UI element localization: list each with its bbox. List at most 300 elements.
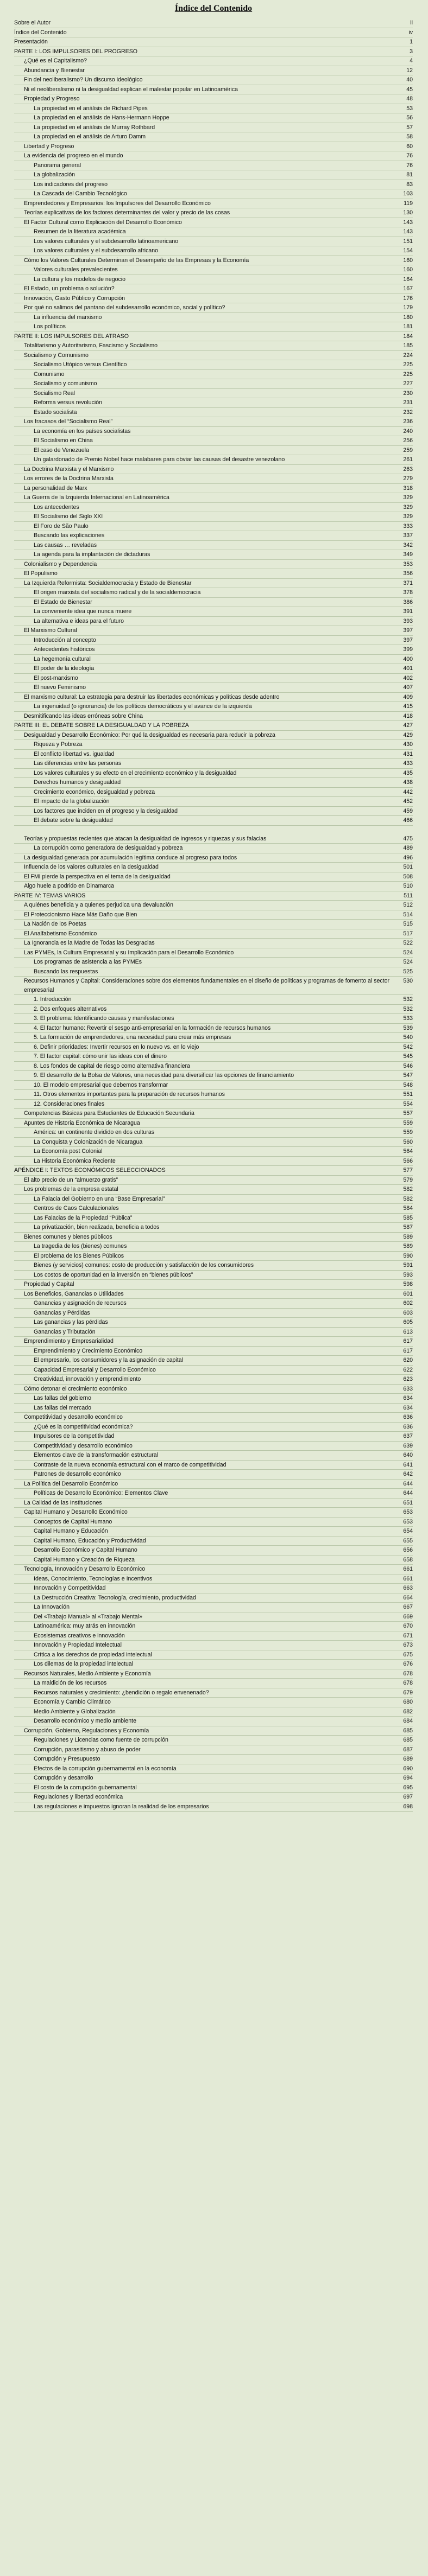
toc-entry[interactable] <box>14 645 413 655</box>
toc-entry[interactable] <box>14 1328 413 1337</box>
toc-entry-page: 143 <box>403 219 413 226</box>
toc-entry[interactable] <box>14 1404 413 1413</box>
toc-entry-page: 566 <box>403 1157 413 1164</box>
toc-entry[interactable] <box>14 1755 413 1764</box>
toc-entry[interactable] <box>14 1584 413 1593</box>
toc-entry-title: La hegemonía cultural <box>34 655 91 662</box>
toc-entry[interactable] <box>14 1176 413 1185</box>
toc-entry[interactable] <box>14 113 413 123</box>
toc-entry[interactable] <box>14 1166 413 1176</box>
toc-entry-title: Teorías y propuestas recientes que atacan la desigualdad de ingresos y riquezas y sus falacias <box>24 835 267 842</box>
toc-entry[interactable] <box>14 303 413 313</box>
toc-entry[interactable] <box>14 522 413 532</box>
toc-entry-title: El Populismo <box>24 570 58 577</box>
toc-entry-title: Competitividad y desarrollo económico <box>34 1442 133 1449</box>
toc-entry-title: Reforma versus revolución <box>34 399 102 406</box>
toc-entry-title: La Destrucción Creativa: Tecnología, crecimiento, productividad <box>34 1594 196 1601</box>
toc-entry[interactable] <box>14 1470 413 1480</box>
toc-entry[interactable] <box>14 588 413 598</box>
toc-entry-title: El Socialismo en China <box>34 437 93 444</box>
toc-entry-page: 636 <box>403 1414 413 1420</box>
toc-entry[interactable] <box>14 920 413 929</box>
toc-entry[interactable] <box>14 75 413 85</box>
toc-entry[interactable] <box>14 1005 413 1015</box>
toc-entry[interactable] <box>14 1603 413 1612</box>
toc-entry[interactable] <box>14 958 413 967</box>
toc-entry-title: Competencias Básicas para Estudiantes de Educación Secundaria <box>24 1110 194 1117</box>
toc-entry[interactable] <box>14 636 413 646</box>
toc-entry[interactable] <box>14 807 413 817</box>
toc-entry[interactable] <box>14 1451 413 1461</box>
toc-entry[interactable] <box>14 417 413 427</box>
toc-entry[interactable] <box>14 1736 413 1745</box>
toc-entry[interactable] <box>14 1318 413 1328</box>
toc-entry[interactable] <box>14 1774 413 1783</box>
toc-entry-page: 637 <box>403 1433 413 1439</box>
toc-entry[interactable] <box>14 1242 413 1252</box>
toc-entry-title: La Cascada del Cambio Tecnológico <box>34 190 127 197</box>
toc-entry[interactable] <box>14 227 413 237</box>
toc-entry-title: La Conquista y Colonización de Nicaragua <box>34 1138 143 1145</box>
toc-entry-page: 459 <box>403 807 413 814</box>
toc-entry-title: El impacto de la globalización <box>34 798 110 805</box>
toc-entry[interactable] <box>14 1052 413 1062</box>
toc-entry-title: Las fallas del mercado <box>34 1404 91 1411</box>
toc-entry[interactable] <box>14 180 413 190</box>
toc-entry-page: 438 <box>403 779 413 786</box>
toc-entry[interactable] <box>14 1109 413 1119</box>
toc-entry-title: Crítica a los derechos de propiedad intelectual <box>34 1651 152 1658</box>
toc-entry[interactable] <box>14 436 413 446</box>
toc-entry-page: 160 <box>403 266 413 273</box>
toc-entry-title: APÉNDICE I: TEXTOS ECONÓMICOS SELECCIONADOS <box>14 1167 166 1174</box>
toc-entry[interactable] <box>14 1745 413 1755</box>
toc-entry-title: Corrupción y desarrollo <box>34 1775 93 1781</box>
toc-entry-title: Regulaciones y libertad económica <box>34 1794 123 1800</box>
toc-entry[interactable] <box>14 1081 413 1091</box>
toc-entry[interactable] <box>14 1641 413 1650</box>
toc-entry-page: 524 <box>403 959 413 965</box>
toc-entry[interactable] <box>14 1802 413 1812</box>
toc-entry-page: 684 <box>403 1718 413 1724</box>
toc-entry-page: 524 <box>403 949 413 956</box>
toc-entry[interactable] <box>14 493 413 503</box>
toc-entry-title: Por qué no salimos del pantano del subdesarrollo económico, social y político? <box>24 304 225 311</box>
toc-entry-page: 515 <box>403 921 413 927</box>
toc-entry-page: 342 <box>403 541 413 549</box>
toc-entry[interactable] <box>14 1033 413 1043</box>
toc-entry[interactable] <box>14 1280 413 1290</box>
toc-entry-title: Recursos Naturales, Medio Ambiente y Economía <box>24 1670 151 1677</box>
toc-entry[interactable] <box>14 1261 413 1271</box>
toc-entry[interactable] <box>14 579 413 589</box>
toc-entry-page: 329 <box>403 513 413 520</box>
toc-entry-title: 10. El modelo empresarial que debemos transformar <box>34 1081 168 1088</box>
toc-entry-title: El FMI pierde la perspectiva en el tema de la desigualdad <box>24 873 171 880</box>
toc-entry[interactable] <box>14 1555 413 1565</box>
toc-entry[interactable] <box>14 1157 413 1166</box>
toc-entry-page: 540 <box>403 1034 413 1041</box>
toc-entry-title: Valores culturales prevalecientes <box>34 266 118 273</box>
toc-entry-page: 40 <box>406 76 413 83</box>
toc-entry[interactable] <box>14 1356 413 1366</box>
toc-entry[interactable] <box>14 1090 413 1100</box>
toc-entry[interactable] <box>14 1024 413 1034</box>
toc-entry[interactable] <box>14 560 413 570</box>
toc-entry[interactable] <box>14 788 413 798</box>
toc-entry-page: 418 <box>403 712 413 719</box>
toc-entry-page: 427 <box>403 722 413 729</box>
toc-entry[interactable] <box>14 512 413 522</box>
toc-entry[interactable] <box>14 721 413 731</box>
toc-entry[interactable] <box>14 1385 413 1394</box>
toc-entry[interactable] <box>14 1508 413 1517</box>
toc-entry-title: 1. Introducción <box>34 996 72 1003</box>
toc-entry-title: 11. Otros elementos importantes para la preparación de recursos humanos <box>34 1091 225 1098</box>
toc-entry[interactable] <box>14 313 413 323</box>
toc-entry-title: La conveniente idea que nunca muere <box>34 608 132 615</box>
toc-entry[interactable] <box>14 816 413 826</box>
toc-entry[interactable] <box>14 379 413 389</box>
toc-entry[interactable] <box>14 199 413 209</box>
toc-entry[interactable] <box>14 1593 413 1603</box>
toc-entry-title: La globalización <box>34 171 75 178</box>
toc-entry[interactable] <box>14 256 413 266</box>
toc-entry[interactable] <box>14 1688 413 1698</box>
toc-entry-page: 397 <box>403 627 413 634</box>
toc-entry-page: 1 <box>410 39 413 45</box>
toc-entry-page: 655 <box>403 1537 413 1544</box>
toc-entry-title: Impulsores de la competitividad <box>34 1433 115 1439</box>
toc-entry-title: Propiedad y Capital <box>24 1281 74 1287</box>
toc-entry[interactable] <box>14 1138 413 1147</box>
toc-entry-title: Comunismo <box>34 371 65 378</box>
toc-entry[interactable] <box>14 151 413 161</box>
toc-entry-title: Cómo detonar el crecimiento económico <box>24 1385 127 1392</box>
toc-entry-title: La alternativa e ideas para el futuro <box>34 617 124 624</box>
toc-entry-title: La propiedad en el análisis de Arturo Damm <box>34 133 146 140</box>
toc-entry-title: Apuntes de Historia Económica de Nicaragua <box>24 1119 140 1126</box>
toc-entry[interactable] <box>14 360 413 370</box>
toc-entry[interactable] <box>14 170 413 180</box>
toc-entry-title: Las diferencias entre las personas <box>34 760 122 767</box>
toc-entry[interactable] <box>14 474 413 484</box>
toc-entry[interactable] <box>14 28 413 38</box>
toc-entry-page: 496 <box>403 854 413 861</box>
toc-entry-title: Las PYMEs, la Cultura Empresarial y su Implicación para el Desarrollo Económico <box>24 949 234 956</box>
toc-entry[interactable] <box>14 1442 413 1451</box>
toc-entry-title: Recursos naturales y crecimiento: ¿bendición o regalo envenenado? <box>34 1689 209 1696</box>
toc-entry[interactable] <box>14 1062 413 1072</box>
toc-entry-title: El Estado de Bienestar <box>34 598 92 605</box>
toc-entry-title: La propiedad en el análisis de Hans-Hermann Hoppe <box>34 114 169 121</box>
toc-entry[interactable] <box>14 1480 413 1489</box>
toc-entry[interactable] <box>14 617 413 627</box>
toc-entry-title: Efectos de la corrupción gubernamental en la economía <box>34 1765 177 1772</box>
toc-entry[interactable] <box>14 1536 413 1546</box>
toc-entry[interactable] <box>14 341 413 351</box>
toc-entry-page: 415 <box>403 703 413 710</box>
toc-entry[interactable] <box>14 1783 413 1793</box>
toc-entry[interactable] <box>14 740 413 750</box>
toc-entry[interactable] <box>14 1574 413 1584</box>
toc-entry[interactable] <box>14 683 413 693</box>
toc-entry-page: 232 <box>403 409 413 416</box>
toc-entry-page: 378 <box>403 589 413 596</box>
toc-entry[interactable] <box>14 1461 413 1470</box>
toc-entry[interactable] <box>14 664 413 674</box>
toc-entry[interactable] <box>14 769 413 779</box>
toc-entry-page: 559 <box>403 1129 413 1136</box>
toc-entry[interactable] <box>14 142 413 152</box>
toc-entry[interactable] <box>14 1128 413 1138</box>
toc-entry-page: 682 <box>403 1708 413 1715</box>
toc-entry[interactable] <box>14 37 413 47</box>
toc-entry[interactable] <box>14 872 413 882</box>
toc-entry-title: Emprendimiento y Crecimiento Económico <box>34 1347 143 1354</box>
toc-entry[interactable] <box>14 1233 413 1242</box>
toc-entry[interactable] <box>14 1214 413 1223</box>
toc-entry[interactable] <box>14 929 413 939</box>
toc-entry[interactable] <box>14 1347 413 1356</box>
toc-entry[interactable] <box>14 1612 413 1622</box>
toc-entry[interactable] <box>14 161 413 171</box>
toc-entry[interactable] <box>14 389 413 399</box>
toc-entry[interactable] <box>14 1546 413 1555</box>
toc-entry-page: 261 <box>403 456 413 463</box>
toc-entry[interactable] <box>14 702 413 712</box>
toc-entry[interactable] <box>14 1631 413 1641</box>
toc-entry[interactable] <box>14 1432 413 1442</box>
toc-entry[interactable] <box>14 1394 413 1404</box>
toc-entry[interactable] <box>14 94 413 104</box>
toc-entry-page: 653 <box>403 1518 413 1525</box>
toc-entry-page: 623 <box>403 1376 413 1382</box>
toc-entry-title: Capital Humano, Educación y Productividad <box>34 1537 146 1544</box>
toc-entry[interactable] <box>14 18 413 28</box>
toc-entry-page: 512 <box>403 902 413 908</box>
toc-entry-page: 45 <box>406 86 413 93</box>
toc-entry-title: Crecimiento económico, desigualdad y pobreza <box>34 788 155 795</box>
toc-entry[interactable] <box>14 398 413 408</box>
toc-entry-page: 337 <box>403 532 413 539</box>
toc-entry[interactable] <box>14 853 413 863</box>
toc-entry[interactable] <box>14 427 413 437</box>
toc-entry[interactable] <box>14 834 413 844</box>
toc-entry-page: 554 <box>403 1100 413 1107</box>
toc-entry-title: La Economía post Colonial <box>34 1148 103 1155</box>
toc-entry-title: PARTE II: LOS IMPULSORES DEL ATRASO <box>14 333 129 340</box>
toc-entry-title: Tecnología, Innovación y Desarrollo Económico <box>24 1566 146 1572</box>
toc-entry[interactable] <box>14 132 413 142</box>
toc-entry-page: 489 <box>403 845 413 851</box>
toc-entry-page: 391 <box>403 608 413 615</box>
toc-entry-page: 329 <box>403 494 413 501</box>
toc-entry[interactable] <box>14 759 413 769</box>
toc-entry-title: El caso de Venezuela <box>34 447 89 454</box>
toc-entry-page: 680 <box>403 1699 413 1705</box>
toc-entry-page: 231 <box>403 399 413 406</box>
toc-entry[interactable] <box>14 275 413 285</box>
toc-entry[interactable] <box>14 910 413 920</box>
toc-entry-page: 587 <box>403 1224 413 1230</box>
toc-entry-page: 236 <box>403 418 413 425</box>
toc-entry[interactable] <box>14 284 413 294</box>
toc-entry[interactable] <box>14 1698 413 1707</box>
toc-entry[interactable] <box>14 1195 413 1204</box>
toc-entry[interactable] <box>14 189 413 199</box>
toc-entry[interactable] <box>14 1517 413 1527</box>
toc-entry-title: Buscando las respuestas <box>34 968 98 975</box>
toc-entry[interactable] <box>14 1119 413 1128</box>
toc-entry[interactable] <box>14 882 413 891</box>
toc-entry[interactable] <box>14 246 413 256</box>
toc-entry[interactable] <box>14 693 413 703</box>
toc-entry[interactable] <box>14 1707 413 1717</box>
toc-entry[interactable] <box>14 531 413 541</box>
toc-entry[interactable] <box>14 750 413 760</box>
toc-entry[interactable] <box>14 1726 413 1736</box>
toc-entry[interactable] <box>14 891 413 901</box>
toc-entry[interactable] <box>14 237 413 247</box>
toc-entry[interactable] <box>14 56 413 66</box>
toc-entry[interactable] <box>14 1527 413 1536</box>
toc-entry-page: 12 <box>406 67 413 74</box>
toc-entry[interactable] <box>14 1793 413 1802</box>
toc-entry[interactable] <box>14 1290 413 1299</box>
toc-entry[interactable] <box>14 1669 413 1679</box>
toc-entry[interactable] <box>14 123 413 133</box>
toc-entry-page: 602 <box>403 1300 413 1306</box>
toc-entry[interactable] <box>14 1043 413 1053</box>
toc-entry[interactable] <box>14 1499 413 1508</box>
toc-entry[interactable] <box>14 939 413 948</box>
toc-entry[interactable] <box>14 1489 413 1499</box>
toc-entry-page: 240 <box>403 428 413 435</box>
toc-entry[interactable] <box>14 1014 413 1024</box>
toc-entry-page: 644 <box>403 1480 413 1487</box>
toc-entry[interactable] <box>14 1764 413 1774</box>
toc-entry[interactable] <box>14 948 413 958</box>
toc-entry-page: 333 <box>403 522 413 530</box>
toc-entry[interactable] <box>14 1337 413 1347</box>
toc-entry-page: 56 <box>406 114 413 121</box>
toc-entry[interactable] <box>14 408 413 418</box>
toc-entry[interactable] <box>14 1423 413 1432</box>
toc-entry[interactable] <box>14 1375 413 1385</box>
toc-entry-page: iv <box>408 29 413 36</box>
toc-entry[interactable] <box>14 47 413 57</box>
toc-entry[interactable] <box>14 1071 413 1081</box>
toc-entry[interactable] <box>14 1679 413 1688</box>
toc-entry[interactable] <box>14 598 413 608</box>
toc-entry[interactable] <box>14 322 413 332</box>
toc-entry[interactable] <box>14 104 413 114</box>
toc-entry[interactable] <box>14 85 413 95</box>
toc-entry[interactable] <box>14 541 413 551</box>
toc-entry[interactable] <box>14 607 413 617</box>
toc-entry[interactable] <box>14 1147 413 1157</box>
toc-entry[interactable] <box>14 1366 413 1375</box>
toc-entry[interactable] <box>14 797 413 807</box>
toc-entry[interactable] <box>14 1204 413 1214</box>
toc-entry[interactable] <box>14 674 413 684</box>
toc-entry[interactable] <box>14 967 413 977</box>
toc-entry-title: La Falacia del Gobierno en una “Base Empresarial” <box>34 1195 165 1202</box>
toc-entry[interactable] <box>14 1309 413 1318</box>
toc-entry[interactable] <box>14 1660 413 1669</box>
toc-entry[interactable] <box>14 465 413 475</box>
toc-entry-page: 4 <box>410 58 413 64</box>
toc-entry[interactable] <box>14 1622 413 1631</box>
toc-entry[interactable] <box>14 863 413 872</box>
toc-entry-page: 58 <box>406 133 413 140</box>
toc-entry[interactable] <box>14 1252 413 1261</box>
toc-entry[interactable] <box>14 1185 413 1195</box>
toc-entry[interactable] <box>14 503 413 513</box>
toc-entry[interactable] <box>14 484 413 494</box>
toc-entry-title: Socialismo y Comunismo <box>24 352 89 359</box>
toc-entry[interactable] <box>14 1100 413 1110</box>
toc-entry-page: 532 <box>403 996 413 1003</box>
toc-entry[interactable] <box>14 655 413 665</box>
toc-entry-page: 318 <box>403 484 413 492</box>
toc-entry-title: Influencia de los valores culturales en la desigualdad <box>24 864 159 870</box>
toc-entry-page: 53 <box>406 105 413 112</box>
toc-entry[interactable] <box>14 455 413 465</box>
toc-entry[interactable] <box>14 901 413 910</box>
toc-entry-page: 577 <box>403 1167 413 1174</box>
toc-entry[interactable] <box>14 446 413 456</box>
toc-entry[interactable] <box>14 550 413 560</box>
toc-entry[interactable] <box>14 1565 413 1574</box>
toc-entry[interactable] <box>14 995 413 1005</box>
toc-entry[interactable] <box>14 332 413 342</box>
toc-entry-page: 590 <box>403 1252 413 1259</box>
toc-entry-title: Bienes (y servicios) comunes: costo de producción y satisfacción de los consumidores <box>34 1262 254 1268</box>
toc-entry-title: El marxismo cultural: La estrategia para destruir las libertades económicas y políticas desde adentro <box>24 693 280 700</box>
toc-entry[interactable] <box>14 778 413 788</box>
toc-entry[interactable] <box>14 1413 413 1423</box>
toc-entry[interactable] <box>14 977 413 995</box>
toc-entry[interactable] <box>14 1717 413 1726</box>
toc-entry[interactable] <box>14 626 413 636</box>
toc-entry-title: Los problemas de la empresa estatal <box>24 1186 118 1193</box>
toc-entry-title: Algo huele a podrido en Dinamarca <box>24 883 115 889</box>
toc-entry[interactable] <box>14 370 413 380</box>
toc-entry[interactable] <box>14 294 413 304</box>
toc-entry[interactable] <box>14 712 413 722</box>
toc-entry-page: 542 <box>403 1043 413 1050</box>
toc-entry[interactable] <box>14 265 413 275</box>
toc-entry-title: Patrones de desarrollo económico <box>34 1471 121 1477</box>
toc-entry[interactable] <box>14 844 413 853</box>
toc-entry-page: 48 <box>406 95 413 102</box>
toc-entry-title: La tragedia de los (bienes) comunes <box>34 1243 127 1249</box>
toc-entry[interactable] <box>14 208 413 218</box>
toc-entry[interactable] <box>14 1223 413 1233</box>
toc-entry[interactable] <box>14 569 413 579</box>
toc-entry-page: 622 <box>403 1366 413 1373</box>
toc-entry[interactable] <box>14 1299 413 1309</box>
toc-entry[interactable] <box>14 218 413 228</box>
toc-entry[interactable] <box>14 731 413 741</box>
toc-entry[interactable] <box>14 1650 413 1660</box>
toc-entry-title: Las regulaciones e impuestos ignoran la realidad de los empresarios <box>34 1803 209 1810</box>
toc-entry[interactable] <box>14 351 413 361</box>
toc-entry[interactable] <box>14 66 413 76</box>
toc-entry[interactable] <box>14 1271 413 1280</box>
